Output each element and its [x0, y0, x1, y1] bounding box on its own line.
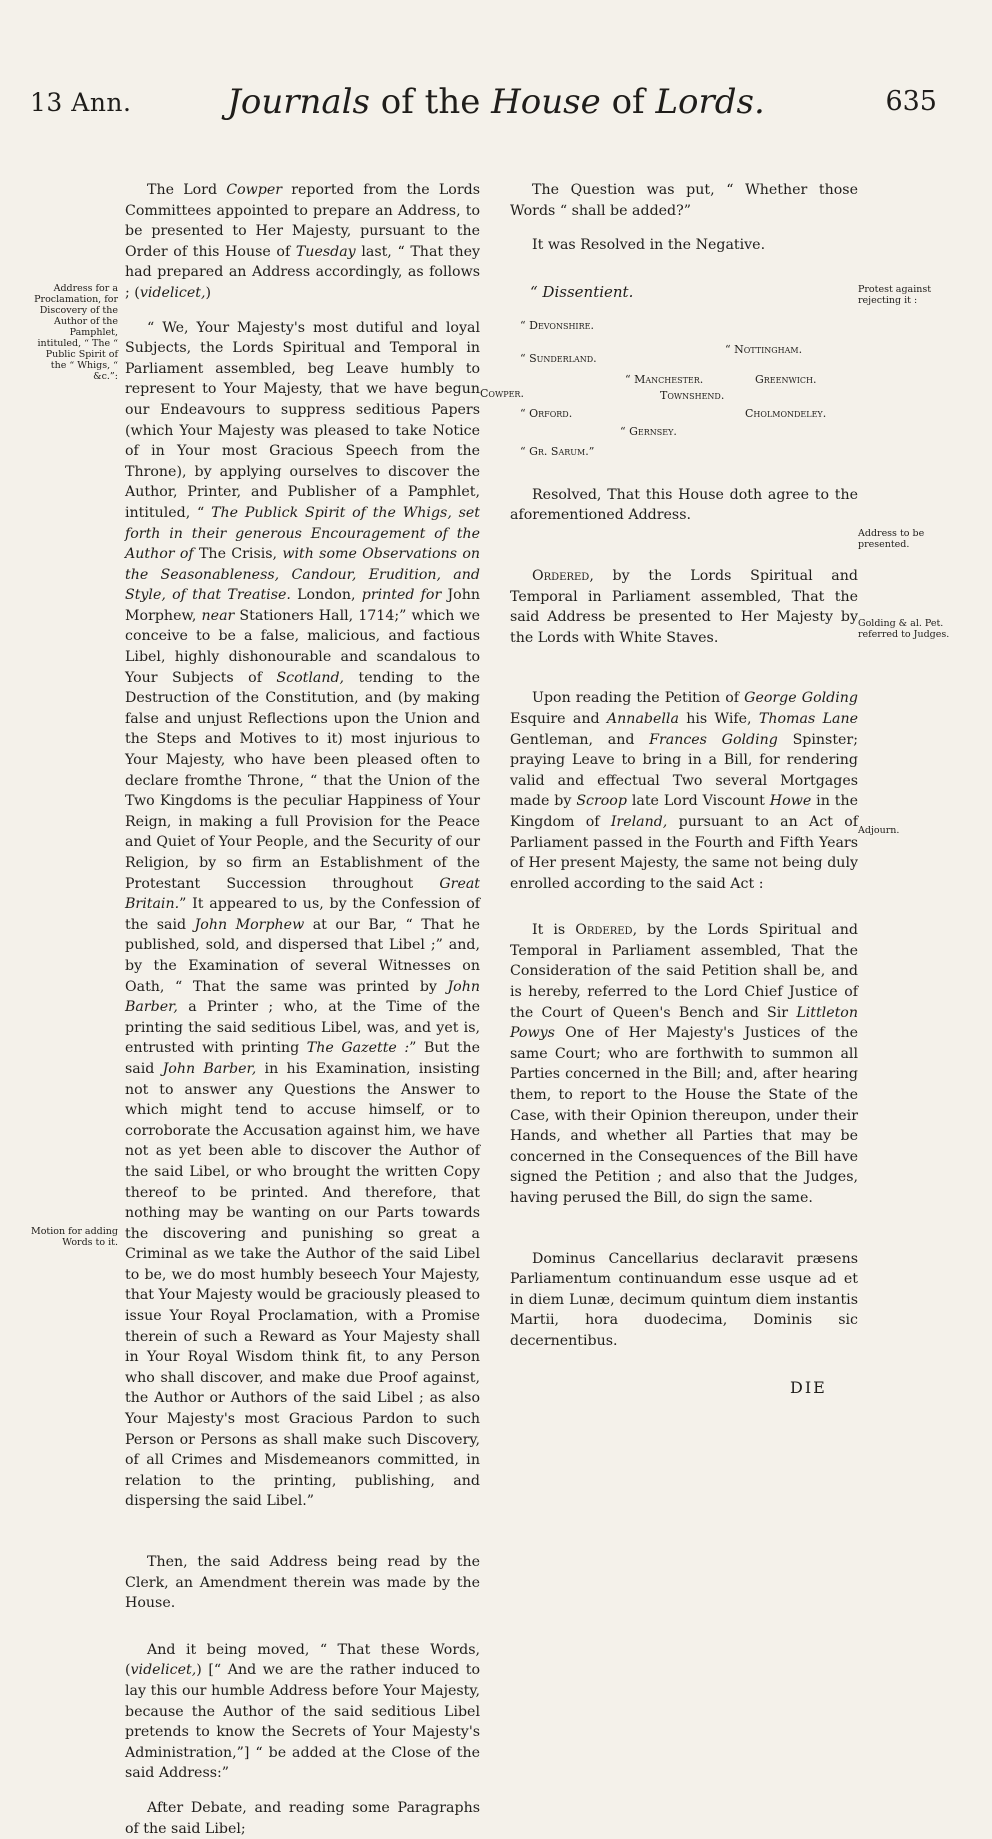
text-run: ) [“ And we are the rather induced to lay this our humble Address before Your Majesty, because the Author of the said seditious Libel pretends to know the Secrets of Your Majesty's Administration,”] “ be added at the Close of the said Address:”: [125, 1662, 480, 1782]
journal-title: [0, 82, 992, 122]
text-run: Scroop: [576, 793, 627, 810]
presentation-order: [510, 566, 858, 648]
text-run: John Morphew,: [125, 587, 481, 624]
text-run: in his Examination, insisting not to answer any Questions the Answer to which might tend to accuse himself, or to corroborate the Accusation against him, we have not as yet been able to discover the Author of the said Libel, or who brought the written Copy thereof to be printed. And therefore, that nothing may be wanting on our Parts towards the discovering and punishing so great a Criminal as we take the Author of the said Libel to be, we do most humbly beseech Your Majesty, that Your Majesty would be graciously pleased to issue Your Royal Proclamation, with a Promise therein of such a Reward as Your Majesty shall in Your Royal Wisdom think fit, to any Person who shall discover, and make due Proof against, the Author or Authors of the said Libel ; as also Your Majesty's most Gracious Pardon to such Person or Persons as shall make such Discovery, of all Crimes and Misdemeanors committed, in relation to the printing, publishing, and dispersing the said Libel.”: [125, 1060, 480, 1510]
catchword: DIE: [790, 1378, 827, 1397]
lord-cowper: Cowper.: [480, 386, 524, 400]
negative-resolution: It was Resolved in the Negative.: [532, 237, 766, 254]
text-run: Thomas Lane: [758, 710, 858, 727]
lord-sarum: “ Gr. Sarum.”: [520, 444, 595, 458]
text-run: The Publick Spirit of the Whigs, set forth in their generous Encouragement of the Author of: [125, 504, 480, 563]
text-run: The Lord: [147, 182, 227, 198]
text-run: a Printer ; who, at the Time of the printing the said seditious Libel, was, and yet is, entrusted with printing: [125, 999, 480, 1057]
text-run: late Lord Viscount: [626, 793, 770, 810]
agree-resolution: Resolved, That this House doth agree to the aforementioned Address.: [510, 486, 858, 524]
text-run: at our Bar, “ That he published, sold, and dispersed that Libel ;” and, by the Examination of several Witnesses on Oath, “ That the same was printed by: [125, 916, 480, 995]
text-run: George Golding: [744, 690, 858, 707]
debate-paragraph: After Debate, and reading some Paragraphs of the said Libel;: [125, 1799, 480, 1837]
text-run: Tuesday: [295, 243, 356, 260]
text-run: videlicet,: [139, 284, 206, 301]
text-run: The Gazette :: [306, 1040, 410, 1057]
text-run: And it being moved, “ That these Words, (: [125, 1641, 480, 1679]
text-run: Ordered,: [532, 567, 594, 584]
text-run: reported from the Lords Committees appointed to prepare an Address, to be presented to Her Majesty, pursuant to the Order of this House of: [125, 182, 480, 260]
dissentient-heading: “ Dissentient.: [530, 282, 634, 301]
margin-note-address: Address for a Proclamation, for Discovery of the Author of the Pamphlet, intituled, “ The “ Public Spirit of the “ Whigs, “ &c.”:: [34, 283, 118, 382]
text-run: Howe: [769, 793, 812, 810]
text-run: Great Britain.: [125, 875, 480, 913]
lord-orford: “ Orford.: [520, 406, 573, 420]
title-lords: Lords.: [655, 82, 765, 122]
text-run: Upon reading the Petition of: [532, 690, 745, 707]
title-house: House: [491, 82, 601, 122]
text-run: Esquire and: [510, 710, 607, 727]
text-run: tending to the Destruction of the Constitution, and (by making false and unjust Reflections upon the Union and the Steps and Motives to it) most injurious to Your Majesty, who have been pleased often to declare fromthe Throne, “ that the Union of the Two Kingdoms is the peculiar Happiness of Your Reign, in making a full Provision for the Peace and Quiet of Your People, and the Security of our Religion, by so firm an Establishment of the Protestant Succession throughout: [125, 669, 480, 892]
lord-devonshire: “ Devonshire.: [520, 318, 594, 332]
text-run: by the Lords Spiritual and Temporal in Parliament assembled, That the Consideration of the said Petition shall be, and is hereby, referred to the Lord Chief Justice of the Court of Queen's Bench and Sir: [510, 922, 858, 1021]
margin-note-motion: Motion for adding Words to it.: [30, 1226, 118, 1248]
text-run: Annabella: [606, 710, 679, 727]
text-run: Frances Golding: [649, 731, 778, 748]
title-of-the: of the: [380, 82, 481, 122]
margin-note-adjourn: Adjourn.: [858, 825, 900, 836]
lord-cholmondeley: Cholmondeley.: [745, 406, 827, 420]
text-run: his Wife,: [678, 710, 759, 727]
margin-note-protest: Protest against rejecting it :: [858, 284, 932, 306]
text-run: John Barber,: [162, 1060, 257, 1077]
margin-note-presented: Address to be presented.: [858, 528, 925, 550]
text-run: Cowper: [226, 182, 283, 198]
title-of: of: [611, 82, 645, 122]
text-run: “ We, Your Majesty's most dutiful and loyal Subjects, the Lords Spiritual and Temporal in Parliament assembled, beg Leave humbly to represent to Your Majesty, that we have begun our Endeavours to suppress seditious Papers (which Your Majesty was pleased to take Notice of in Your most Gracious Speech from the Throne), by applying ourselves to discover the Author, Printer, and Publisher of a Pamphlet, intituled, “: [125, 319, 480, 521]
text-run: London,: [290, 587, 362, 604]
text-run: videlicet,: [130, 1662, 197, 1679]
text-run: John Barber,: [125, 978, 480, 1016]
lord-manchester: “ Manchester.: [625, 372, 704, 386]
margin-note-golding: Golding & al. Pet. referred to Judges.: [858, 618, 950, 640]
text-run: One of Her Majesty's Justices of the same Court; who are forthwith to summon all Parties concerned in the Bill; and, after hearing them, to report to the House the State of the Case, with their Opinion thereupon, under their Hands, and whether all Parties that may be concerned in the Consequences of the Bill have signed the Petition ; and also that the Judges, having perused the Bill, do sign the same.: [510, 1025, 858, 1206]
text-run: pursuant to an Act of Parliament passed in the Fourth and Fifth Years of Her present Majesty, the same not being duly enrolled according to the said Act :: [510, 813, 859, 892]
adjournment-paragraph: Dominus Cancellarius declaravit præsens Parliamentum continuandum esse usque ad et in diem Lunæ, decimum quintum diem instantis Martii, hora duodecima, Dominis sic decernentibus.: [510, 1250, 858, 1349]
regnal-year: 13 Ann.: [30, 88, 132, 117]
text-run: ” It appeared to us, by the Confession of the said: [125, 896, 480, 933]
text-run: Ireland,: [610, 813, 668, 830]
cowper-report-paragraph: [125, 180, 480, 304]
text-run: ): [205, 284, 212, 301]
text-run: ” But the said: [125, 1040, 480, 1077]
judges-referral-order: [510, 920, 858, 1208]
golding-petition: [510, 688, 858, 894]
text-run: Ordered,: [575, 922, 638, 939]
right-column: [480, 180, 859, 1352]
text-run: by the Lords Spiritual and Temporal in Parliament assembled, That the said Address be presented to Her Majesty by the Lords with White Staves.: [510, 567, 858, 646]
question-paragraph: The Question was put, “ Whether those Words “ shall be added?”: [510, 182, 858, 219]
text-run: Stationers Hall, 1714;” which we conceive to be a false, malicious, and factious Libel, highly dishonourable and scandalous to Your Subjects of: [125, 607, 480, 686]
amendment-paragraph: Then, the said Address being read by the Clerk, an Amendment therein was made by the House.: [125, 1554, 480, 1612]
lord-townshend: Townshend.: [660, 388, 725, 402]
text-run: Spinster; praying Leave to bring in a Bill, for rendering valid and effectual Two several Mortgages made by: [510, 731, 858, 810]
dissentient-list: [480, 282, 858, 477]
text-run: in the Kingdom of: [510, 793, 858, 830]
text-run: John Morphew: [194, 916, 305, 933]
title-journals: Journals: [227, 82, 370, 122]
address-text-paragraph: [125, 318, 480, 1512]
text-run: with some Observations on the Seasonableness, Candour, Erudition, and Style, of that Treatise.: [125, 546, 480, 604]
lord-greenwich: Greenwich.: [755, 372, 817, 386]
text-run: It is: [532, 922, 576, 939]
text-run: Gentleman, and: [510, 731, 650, 748]
motion-paragraph: [125, 1640, 480, 1784]
page-header: [0, 0, 992, 130]
text-run: The Crisis,: [193, 546, 283, 563]
left-column: [125, 180, 480, 1839]
lord-gernsey: “ Gernsey.: [620, 424, 677, 438]
lord-nottingham: “ Nottingham.: [725, 342, 803, 356]
text-run: near: [201, 607, 235, 624]
text-run: Littleton Powys: [510, 1004, 858, 1042]
page-number: 635: [885, 86, 937, 117]
lord-sunderland: “ Sunderland.: [520, 351, 597, 365]
text-run: Scotland,: [276, 669, 345, 686]
text-run: printed for: [361, 587, 442, 604]
text-run: last, “ That they had prepared an Address accordingly, as follows ; (: [125, 243, 480, 301]
